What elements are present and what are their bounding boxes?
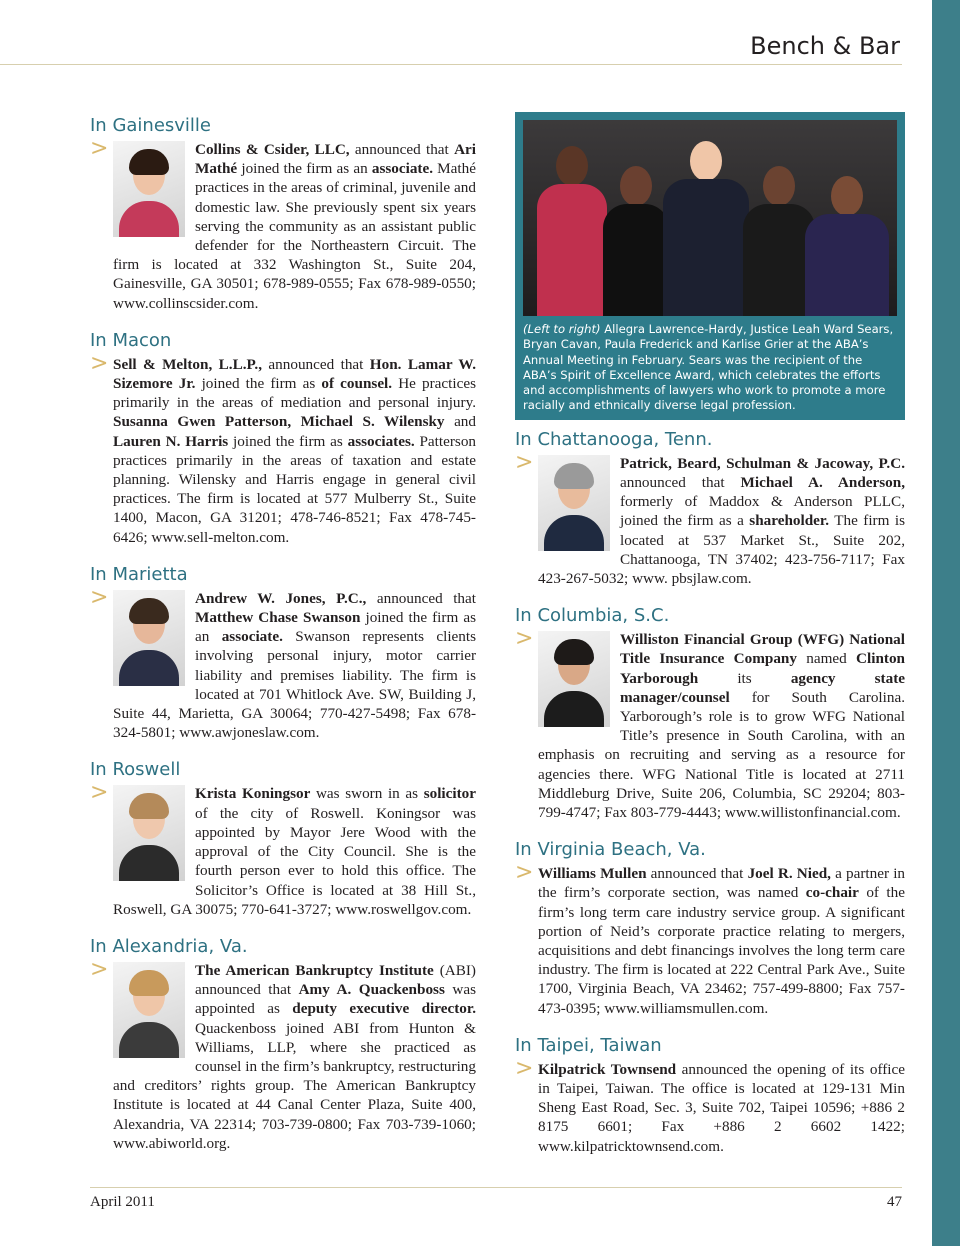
photo-figure bbox=[805, 176, 889, 316]
header-rule bbox=[0, 64, 902, 65]
location-heading: In Columbia, S.C. bbox=[515, 605, 670, 627]
location-heading: In Chattanooga, Tenn. bbox=[515, 428, 713, 450]
headshot-photo bbox=[113, 590, 185, 686]
right-entry bbox=[515, 838, 905, 1018]
photo-caption bbox=[523, 322, 897, 414]
arrow-icon: > bbox=[90, 780, 109, 806]
right-entry bbox=[515, 1034, 905, 1156]
location-heading: In Macon bbox=[90, 329, 172, 351]
announcement-text: Patrick, Beard, Schulman & Jacoway, P.C. announced that Michael A. Anderson, formerly of Maddox & Anderson PLLC, joined the firm as a shareholder. The firm is located at 537 Market St., Suite 202, Chattanooga, TN 37402; 423-756-7117; Fax 423-267-5032; www. pbsjlaw.com. bbox=[538, 454, 905, 587]
location-heading: In Roswell bbox=[90, 759, 181, 781]
headshot-photo bbox=[113, 785, 185, 881]
headshot-photo bbox=[538, 455, 610, 551]
left-entry bbox=[90, 758, 476, 918]
location-heading: In Taipei, Taiwan bbox=[515, 1034, 662, 1056]
arrow-icon: > bbox=[515, 1055, 534, 1081]
section-title: Bench & Bar bbox=[750, 32, 900, 60]
right-entry bbox=[515, 604, 905, 822]
headshot-photo bbox=[113, 962, 185, 1058]
announcement-text: The American Bankruptcy Institute (ABI) announced that Amy A. Quackenboss was appointed as deputy executive director. Quackenboss joined ABI from Hunton & Williams, LLP, where she practiced as counsel in the firm’s bankruptcy, restructuring and creditors’ rights group. The American Bankruptcy Institute is located at 44 Canal Center Plaza, Suite 400, Alexandria, VA 22314; 703-739-0800; Fax 703-739-1060; www.abiworld.org. bbox=[113, 961, 476, 1152]
side-stripe bbox=[932, 0, 960, 1246]
left-entry bbox=[90, 935, 476, 1153]
announcement-text: Kilpatrick Townsend announced the opening of its office in Taipei, Taiwan. The office is located at 129-131 Min Sheng East Road, Sec. 3, Suite 702, Taipei 10596; +886 2 8175 6601; Fax +886 2 6602 1422; www.kilpatricktownsend.com. bbox=[538, 1060, 905, 1155]
location-heading: In Gainesville bbox=[90, 115, 212, 136]
announcement-text: Krista Koningsor was sworn in as solicitor of the city of Roswell. Koningsor was appointed by Mayor Jere Wood with the approval of the City Council. She is the fourth person ever to hold this office. The Solicitor’s Office is located at 38 Hill St., Roswell, GA 30075; 770-641-3727; www.roswellgov.com. bbox=[113, 785, 476, 918]
location-heading: In Alexandria, Va. bbox=[90, 935, 248, 957]
left-entry bbox=[90, 329, 476, 547]
arrow-icon: > bbox=[515, 449, 534, 475]
arrow-icon: > bbox=[90, 584, 109, 610]
left-entry bbox=[90, 563, 476, 743]
announcement-text: Sell & Melton, L.L.P., announced that Hon. Lamar W. Sizemore Jr. joined the firm as of counsel. He practices primarily in the areas of mediation and personal injury. Susanna Gwen Patterson, Michael S. Wilensky and Lauren N. Harris joined the firm as associates. Patterson practices primarily in the areas of taxation and estate planning. Wilensky and Harris engage in general civil practices. The firm is located at 577 Mulberry St., Suite 1400, Macon, GA 31201; 478-746-8521; Fax 478-745-6426; www.sell-melton.com. bbox=[113, 355, 477, 546]
location-heading: In Marietta bbox=[90, 563, 188, 585]
arrow-icon: > bbox=[90, 136, 109, 161]
footer-date: April 2011 bbox=[90, 1194, 155, 1210]
headshot-photo bbox=[113, 141, 185, 237]
arrow-icon: > bbox=[90, 956, 109, 982]
photo-figure bbox=[603, 166, 669, 316]
arrow-icon: > bbox=[515, 626, 534, 652]
left-entry bbox=[90, 114, 476, 313]
announcement-text: Collins & Csider, LLC, announced that Ari Mathé joined the firm as an associate. Mathé practices in the areas of criminal, juvenile and domestic law. She previously spent six years serving the community as an assistant public defender for the Northeastern Circuit. The firm is located at 332 Washington St., Suite 204, Gainesville, GA 30501; 678-989-0555; Fax 678-989-0550; www.collinscsider.com. bbox=[113, 141, 476, 312]
left-column bbox=[90, 114, 476, 1169]
arrow-icon: > bbox=[515, 860, 534, 886]
photo-figure bbox=[663, 141, 749, 316]
page-number: 47 bbox=[887, 1194, 902, 1210]
right-entries bbox=[515, 428, 905, 1156]
caption-text: Allegra Lawrence-Hardy, Justice Leah Ward Sears, Bryan Cavan, Paula Frederick and Karlise Grier at the ABA’s Annual Meeting in February. Sears was the recipient of the ABA’s Spirit of Excellence Award, which celebrates the efforts and accomplishments of lawyers who work to promote a more racially and ethnically diverse legal profession. bbox=[523, 322, 894, 413]
announcement-text: Williams Mullen announced that Joel R. Nied, a partner in the firm’s corporate section, was named co-chair of the firm’s long term care industry service group. A significant portion of Neid’s corporate practice relating to mergers, acquisitions and debt financings involves the long term care industry. The firm is located at 222 Central Park Ave., Suite 1700, Virginia Beach, VA 23462; 757-499-8800; Fax 757-473-0395; www.williamsmullen.com. bbox=[538, 865, 906, 1017]
right-entry bbox=[515, 428, 905, 588]
group-photo bbox=[523, 120, 897, 316]
announcement-text: Williston Financial Group (WFG) National Title Insurance Company named Clinton Yarborough its agency state manager/counsel for South Carolina. Yarborough’s role is to grow WFG National Title’s presence in South Carolina, with an emphasis on recruiting and serving as a resource for agencies there. WFG National Title is located at 2711 Middleburg Drive, Suite 206, Columbia, SC 29204; 803-799-4747; Fax 803-779-4443; www.willistonfinancial.com. bbox=[538, 631, 905, 822]
location-heading: In Virginia Beach, Va. bbox=[515, 839, 706, 861]
footer-rule bbox=[90, 1187, 902, 1188]
arrow-icon: > bbox=[90, 350, 109, 376]
right-column bbox=[515, 112, 905, 1172]
photo-caption-box bbox=[515, 112, 905, 420]
caption-lead: (Left to right) bbox=[523, 322, 601, 336]
photo-figure bbox=[537, 146, 607, 316]
announcement-text: Andrew W. Jones, P.C., announced that Matthew Chase Swanson joined the firm as an associate. Swanson represents clients involving personal injury, motor carrier liability and premises liability. The firm is located at 701 Whitlock Ave. SW, Building J, Suite 44, Marietta, GA 30064; 770-427-5498; Fax 678-324-5801; www.awjoneslaw.com. bbox=[113, 589, 476, 742]
headshot-photo bbox=[538, 631, 610, 727]
